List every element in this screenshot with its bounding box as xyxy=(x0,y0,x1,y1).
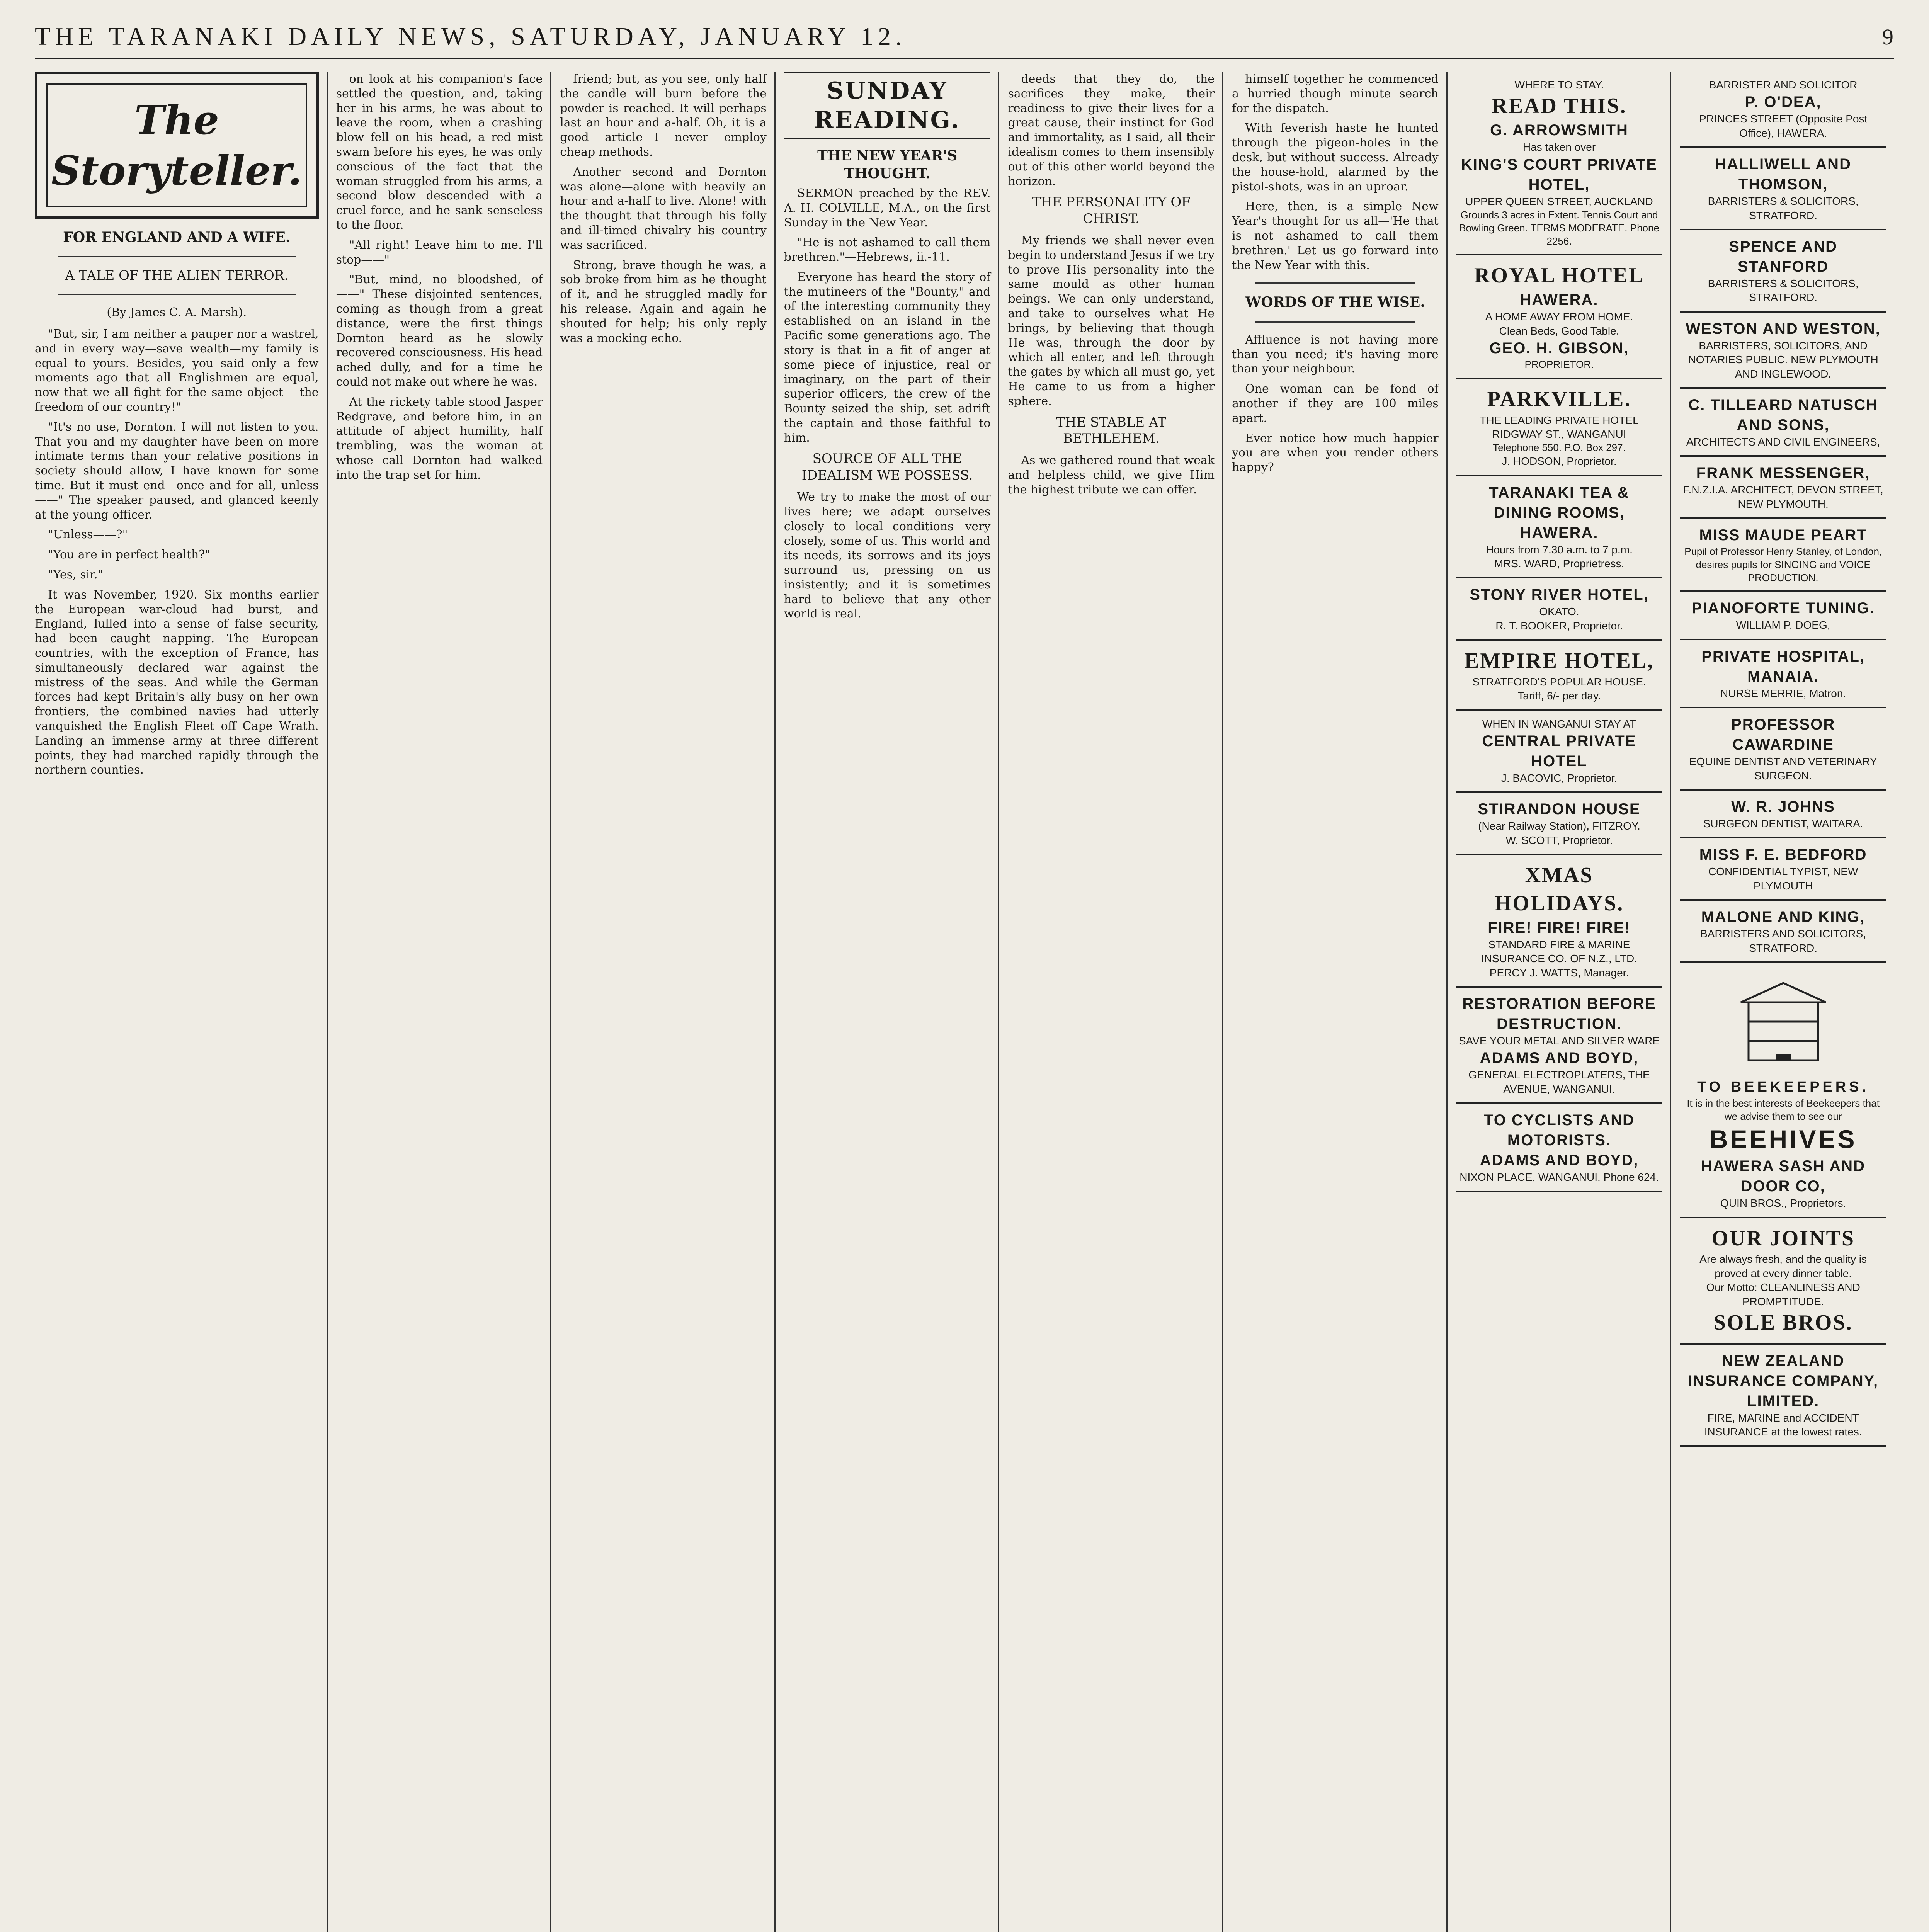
ad-name: HAWERA. xyxy=(1520,291,1599,309)
ad-name: MISS MAUDE PEART xyxy=(1699,527,1867,544)
ad-text: W. SCOTT, Proprietor. xyxy=(1505,834,1613,846)
ad-text: BARRISTERS & SOLICITORS, STRATFORD. xyxy=(1708,195,1859,221)
ad-text: Pupil of Professor Henry Stanley, of London, desires pupils for SINGING and VOICE PRODUCTION. xyxy=(1684,546,1882,583)
sermon-title: THE NEW YEAR'S THOUGHT. xyxy=(817,148,958,182)
paragraph: Affluence is not having more than you need; it's having more than your neighbour. xyxy=(1232,333,1439,376)
ad-text: FIRE, MARINE and ACCIDENT INSURANCE at the lowest rates. xyxy=(1704,1412,1862,1438)
paragraph: My friends we shall never even begin to understand Jesus if we try to prove His personality into the same mould as other human beings. We can only understand, and take to ourselves what He brings, by believing that though He was, through the door by which all enter, and left through the gates by which all must go, yet He came to us from a higher sphere. xyxy=(1008,234,1215,408)
ad-xmas-holidays xyxy=(1456,855,1663,988)
ad-name: G. ARROWSMITH xyxy=(1490,122,1628,139)
paragraph: It was November, 1920. Six months earlier the European war-cloud had burst, and England, lulled into a sense of false security, had been caught napping. The European countries, with the exception of France, has simultaneously declared war against the mistress of the seas. And while the German forces had kept Britain's ally busy on her own frontiers, the combined navies had utterly vanquished the English Fleet off Cape Wrath. Landing an immense army at three different points, they had marched rapidly through the northern counties. xyxy=(35,588,319,777)
ad-taranaki-tea xyxy=(1456,476,1663,579)
column-7-ads xyxy=(1456,72,1672,1932)
column-6 xyxy=(1232,72,1448,1932)
paragraph: We try to make the most of our lives here; we adapt ourselves closely to local conditions—very closely, some of us. This world and its needs, its sorrows and its joys surround us, pressing on us insistently; and it is sometimes hard to believe that any other world is real. xyxy=(784,490,991,621)
ad-parkville xyxy=(1456,379,1663,476)
section-heading: WORDS OF THE WISE. xyxy=(1245,294,1425,311)
ad-cyclists xyxy=(1456,1104,1663,1192)
paragraph: Everyone has heard the story of the mutineers of the "Bounty," and of the interesting community they established on an island in the Pacific some generations ago. The story is that in a fit of anger at some piece of injustice, real or imaginary, on the part of their superior officers, the crew of the Bounty seized the ship, set adrift the captain and those faithful to him. xyxy=(784,270,991,445)
ad-text: NURSE MERRIE, Matron. xyxy=(1720,687,1846,699)
story-subtitle: A TALE OF THE ALIEN TERROR. xyxy=(65,268,289,284)
ad-text: Grounds 3 acres in Extent. Tennis Court and Bowling Green. TERMS MODERATE. Phone 2256. xyxy=(1459,209,1659,247)
paragraph: "But, mind, no bloodshed, of——" These disjointed sentences, coming as though from a great distance, were the first things Dornton heard as he slowly recovered consciousness. His head ached dully, and for a time he could not make out where he was. xyxy=(336,273,543,389)
ad-name: GEO. H. GIBSON, xyxy=(1489,339,1629,357)
ad-text: SURGEON DENTIST, WAITARA. xyxy=(1703,818,1863,830)
paragraph: Ever notice how much happier you are when you render others happy? xyxy=(1232,431,1439,474)
ad-name: ADAMS AND BOYD, xyxy=(1480,1049,1639,1067)
paragraph: Another second and Dornton was alone—alone with heavily an hour and a-half to live. Alone! with the thought that through his folly and ill-timed chivalry his country was sacrificed. xyxy=(560,165,767,252)
storyteller-title: The Storyteller. xyxy=(46,83,307,207)
ad-spence xyxy=(1680,230,1886,313)
column-5 xyxy=(1008,72,1223,1932)
ad-text: J. BACOVIC, Proprietor. xyxy=(1501,772,1618,784)
paragraph: "Yes, sir." xyxy=(48,568,103,582)
ad-text: F.N.Z.I.A. ARCHITECT, DEVON STREET, NEW PLYMOUTH. xyxy=(1683,484,1883,510)
ad-text: PROPRIETOR. xyxy=(1524,358,1594,370)
masthead-title: THE TARANAKI DAILY NEWS, SATURDAY, JANUARY 12. xyxy=(35,22,907,51)
paragraph: Strong, brave though he was, a sob broke from him as he thought of it, and he struggled madly for his release. Again and again he shouted for help; his only reply was a mocking echo. xyxy=(560,258,767,345)
ad-name: FIRE! FIRE! FIRE! xyxy=(1488,919,1631,936)
ad-royal-hotel xyxy=(1456,255,1663,379)
ad-tilleard xyxy=(1680,389,1886,457)
ad-barrister-odea xyxy=(1680,72,1886,148)
ad-johns xyxy=(1680,791,1886,838)
ad-text: Tariff, 6/- per day. xyxy=(1517,690,1601,702)
ad-title: XMAS HOLIDAYS. xyxy=(1494,863,1624,915)
column-2 xyxy=(336,72,552,1932)
ad-bedford xyxy=(1680,838,1886,901)
ad-text: MRS. WARD, Proprietress. xyxy=(1494,557,1625,570)
ad-text: Our Motto: CLEANLINESS AND PROMPTITUDE. xyxy=(1706,1281,1860,1308)
ad-text: QUIN BROS., Proprietors. xyxy=(1720,1197,1846,1209)
divider xyxy=(58,294,296,295)
ad-empire-hotel xyxy=(1456,641,1663,711)
ad-stirandon xyxy=(1456,793,1663,855)
ad-text: BARRISTERS, SOLICITORS, AND NOTARIES PUBLIC. NEW PLYMOUTH AND INGLEWOOD. xyxy=(1688,339,1878,380)
ad-heading: TO BEEKEEPERS. xyxy=(1697,1079,1869,1095)
ad-our-joints xyxy=(1680,1218,1886,1345)
ad-name: PRIVATE HOSPITAL, MANAIA. xyxy=(1701,648,1865,685)
paragraph: himself together he commenced a hurried though minute search for the dispatch. xyxy=(1232,72,1439,115)
ad-name: WESTON AND WESTON, xyxy=(1686,320,1881,337)
ad-name: RESTORATION BEFORE DESTRUCTION. xyxy=(1462,995,1656,1032)
ad-text: NIXON PLACE, WANGANUI. Phone 624. xyxy=(1460,1171,1659,1184)
ad-text: A HOME AWAY FROM HOME. xyxy=(1485,311,1633,323)
ad-name: P. O'DEA, xyxy=(1745,94,1822,111)
ad-central-hotel xyxy=(1456,711,1663,793)
ad-name: STONY RIVER HOTEL, xyxy=(1470,586,1649,604)
beehive-illustration xyxy=(1733,975,1834,1068)
paragraph: One woman can be fond of another if they are 100 miles apart. xyxy=(1232,382,1439,425)
ad-text: J. HODSON, Proprietor. xyxy=(1502,455,1617,468)
ad-text: ARCHITECTS AND CIVIL ENGINEERS, xyxy=(1686,435,1880,448)
ad-halliwell xyxy=(1680,148,1886,230)
ad-text: WILLIAM P. DOEG, xyxy=(1736,619,1830,631)
paragraph: "Unless——?" xyxy=(48,528,128,542)
columns xyxy=(35,72,1894,1932)
paragraph: friend; but, as you see, only half the candle will burn before the powder is reached. It will perhaps last an hour and a-half. Oh, it is a good article—I never employ cheap methods. xyxy=(560,72,767,159)
ad-private-hospital xyxy=(1680,640,1886,708)
ad-name: NEW ZEALAND INSURANCE COMPANY, LIMITED. xyxy=(1688,1352,1879,1410)
ad-name: C. TILLEARD NATUSCH AND SONS, xyxy=(1688,396,1878,434)
ad-weston xyxy=(1680,313,1886,389)
section-heading: THE PERSONALITY OF CHRIST. xyxy=(1032,194,1191,227)
ad-text: PERCY J. WATTS, Manager. xyxy=(1489,966,1629,979)
ad-text: Has taken over xyxy=(1522,141,1596,153)
ad-name: HAWERA SASH AND DOOR CO, xyxy=(1701,1158,1866,1195)
ad-name: CENTRAL PRIVATE HOTEL xyxy=(1482,733,1636,770)
story-title: FOR ENGLAND AND A WIFE. xyxy=(63,229,291,246)
page-number: 9 xyxy=(1882,24,1894,49)
ad-text: Hours from 7.30 a.m. to 7 p.m. xyxy=(1486,543,1633,556)
column-3 xyxy=(560,72,776,1932)
ad-nz-insurance xyxy=(1680,1345,1886,1447)
column-1 xyxy=(35,72,328,1932)
ad-name: KING'S COURT PRIVATE HOTEL, xyxy=(1461,156,1658,193)
ad-text: BARRISTERS & SOLICITORS, STRATFORD. xyxy=(1708,277,1859,304)
ad-beehives xyxy=(1680,963,1886,1218)
ad-text: SAVE YOUR METAL AND SILVER WARE xyxy=(1458,1034,1660,1047)
ad-text: PRINCES STREET (Opposite Post Office), HAWERA. xyxy=(1699,113,1868,139)
ad-restoration xyxy=(1456,988,1663,1104)
ad-text: BARRISTER AND SOLICITOR xyxy=(1709,79,1858,91)
paragraph: As we gathered round that weak and helpless child, we give Him the highest tribute we can offer. xyxy=(1008,454,1215,497)
ad-name: SPENCE AND STANFORD xyxy=(1729,238,1838,275)
ad-malone-king xyxy=(1680,901,1886,963)
ad-stony-river xyxy=(1456,578,1663,641)
ad-heading: WHERE TO STAY. xyxy=(1514,79,1604,91)
ad-text: WHEN IN WANGANUI STAY AT xyxy=(1482,718,1636,730)
ad-title: EMPIRE HOTEL, xyxy=(1464,649,1654,673)
ad-text: OKATO. xyxy=(1539,605,1579,618)
ad-name: PROFESSOR CAWARDINE xyxy=(1731,716,1835,753)
ad-peart xyxy=(1680,519,1886,592)
ad-text: Clean Beds, Good Table. xyxy=(1499,325,1619,337)
divider xyxy=(1255,321,1415,323)
ad-name: PIANOFORTE TUNING. xyxy=(1691,600,1875,617)
ad-name: HALLIWELL AND THOMSON, xyxy=(1715,156,1851,193)
sunday-reading-heading: SUNDAY READING. xyxy=(784,72,991,139)
story-byline: (By James C. A. Marsh). xyxy=(107,306,247,320)
ad-title: BEEHIVES xyxy=(1709,1125,1857,1154)
ad-name: STIRANDON HOUSE xyxy=(1478,801,1641,818)
column-8-ads xyxy=(1680,72,1894,1932)
ad-text: Telephone 550. P.O. Box 297. xyxy=(1493,442,1626,454)
paragraph: on look at his companion's face settled the question, and, taking her in his arms, he was about to leave the room, when a crashing blow fell on his head, a red mist swam before his eyes, he was only conscious of the fact that the woman struggled from his arms, a second blow descended with a cruel force, and he sank senseless to the floor. xyxy=(336,72,543,232)
divider xyxy=(58,256,296,257)
ad-title: SOLE BROS. xyxy=(1713,1310,1853,1335)
section-heading: THE STABLE AT BETHLEHEM. xyxy=(1056,414,1167,447)
ad-name: FRANK MESSENGER, xyxy=(1696,464,1870,482)
paragraph: "He is not ashamed to call them brethren."—Hebrews, ii.-11. xyxy=(784,236,991,264)
column-4 xyxy=(784,72,1000,1932)
paragraph: Here, then, is a simple New Year's thought for us all—'He that is not ashamed to call them brethren.' Let us go forward into the New Year with this. xyxy=(1232,200,1439,272)
ad-text: EQUINE DENTIST AND VETERINARY SURGEON. xyxy=(1689,755,1877,782)
ad-name: MALONE AND KING, xyxy=(1701,908,1865,926)
ad-read-this xyxy=(1456,72,1663,255)
ad-text: CONFIDENTIAL TYPIST, NEW PLYMOUTH xyxy=(1708,866,1858,892)
ad-text: STANDARD FIRE & MARINE INSURANCE CO. OF N.Z., LTD. xyxy=(1481,938,1637,965)
ad-name: W. R. JOHNS xyxy=(1731,798,1835,816)
ad-title: ROYAL HOTEL xyxy=(1474,264,1645,288)
paragraph: "You are in perfect health?" xyxy=(48,548,211,562)
ad-text: Are always fresh, and the quality is proved at every dinner table. xyxy=(1699,1253,1867,1279)
ad-title: PARKVILLE. xyxy=(1487,387,1631,411)
ad-name: MISS F. E. BEDFORD xyxy=(1699,846,1867,864)
ad-text: UPPER QUEEN STREET, AUCKLAND xyxy=(1465,195,1653,207)
ad-text: THE LEADING PRIVATE HOTEL RIDGWAY ST., WANGANUI xyxy=(1480,414,1639,440)
ad-cawardine xyxy=(1680,708,1886,791)
ad-title: OUR JOINTS xyxy=(1711,1226,1855,1250)
ad-text: (Near Railway Station), FITZROY. xyxy=(1478,820,1640,832)
ad-text: BARRISTERS AND SOLICITORS, STRATFORD. xyxy=(1700,928,1866,954)
ad-text: GENERAL ELECTROPLATERS, THE AVENUE, WANGANUI. xyxy=(1468,1069,1650,1095)
ad-name: ADAMS AND BOYD, xyxy=(1480,1152,1639,1169)
paragraph: "But, sir, I am neither a pauper nor a wastrel, and in every way—save wealth—my family is equal to yours. Besides, you said only a few moments ago that all Englishmen are equal, now that we all fight for the same object —the freedom of our country!" xyxy=(35,327,319,414)
paragraph: "It's no use, Dornton. I will not listen to you. That you and my daughter have been on more intimate terms than your relative positions in society should allow, I have known for some time. But it must end—once and for all, unless——" The speaker paused, and glanced keenly at the young officer. xyxy=(35,420,319,522)
ad-text: It is in the best interests of Beekeepers that we advise them to see our xyxy=(1687,1097,1880,1122)
ad-title: READ THIS. xyxy=(1492,94,1627,118)
divider xyxy=(1255,282,1415,284)
paragraph: SERMON preached by the REV. A. H. COLVILLE, M.A., on the first Sunday in the New Year. xyxy=(784,186,991,230)
ad-name: TARANAKI TEA & DINING ROOMS, HAWERA. xyxy=(1489,484,1630,541)
ad-text: R. T. BOOKER, Proprietor. xyxy=(1495,619,1623,632)
ad-name: TO CYCLISTS AND MOTORISTS. xyxy=(1484,1112,1635,1149)
paragraph: At the rickety table stood Jasper Redgrave, and before him, in an attitude of abject humility, half trembling, was the woman at whose call Dornton had walked into the trap set for him. xyxy=(336,395,543,482)
paragraph: With feverish haste he hunted through the pigeon-holes in the desk, but without success. Already the house-hold, alarmed by the pistol-shots, was in an uproar. xyxy=(1232,121,1439,194)
paragraph: deeds that they do, the sacrifices they make, their readiness to give their lives for a great cause, their instinct for God and immortality, as I said, all their idealism comes to them insensibly out of this other world beyond the horizon. xyxy=(1008,72,1215,188)
section-heading: SOURCE OF ALL THE IDEALISM WE POSSESS. xyxy=(801,451,973,483)
ad-text: STRATFORD'S POPULAR HOUSE. xyxy=(1472,675,1646,688)
masthead xyxy=(35,15,1894,60)
ad-messenger xyxy=(1680,457,1886,519)
storyteller-banner xyxy=(35,72,319,219)
ad-piano-tuning xyxy=(1680,592,1886,640)
paragraph: "All right! Leave him to me. I'll stop——" xyxy=(336,238,543,267)
